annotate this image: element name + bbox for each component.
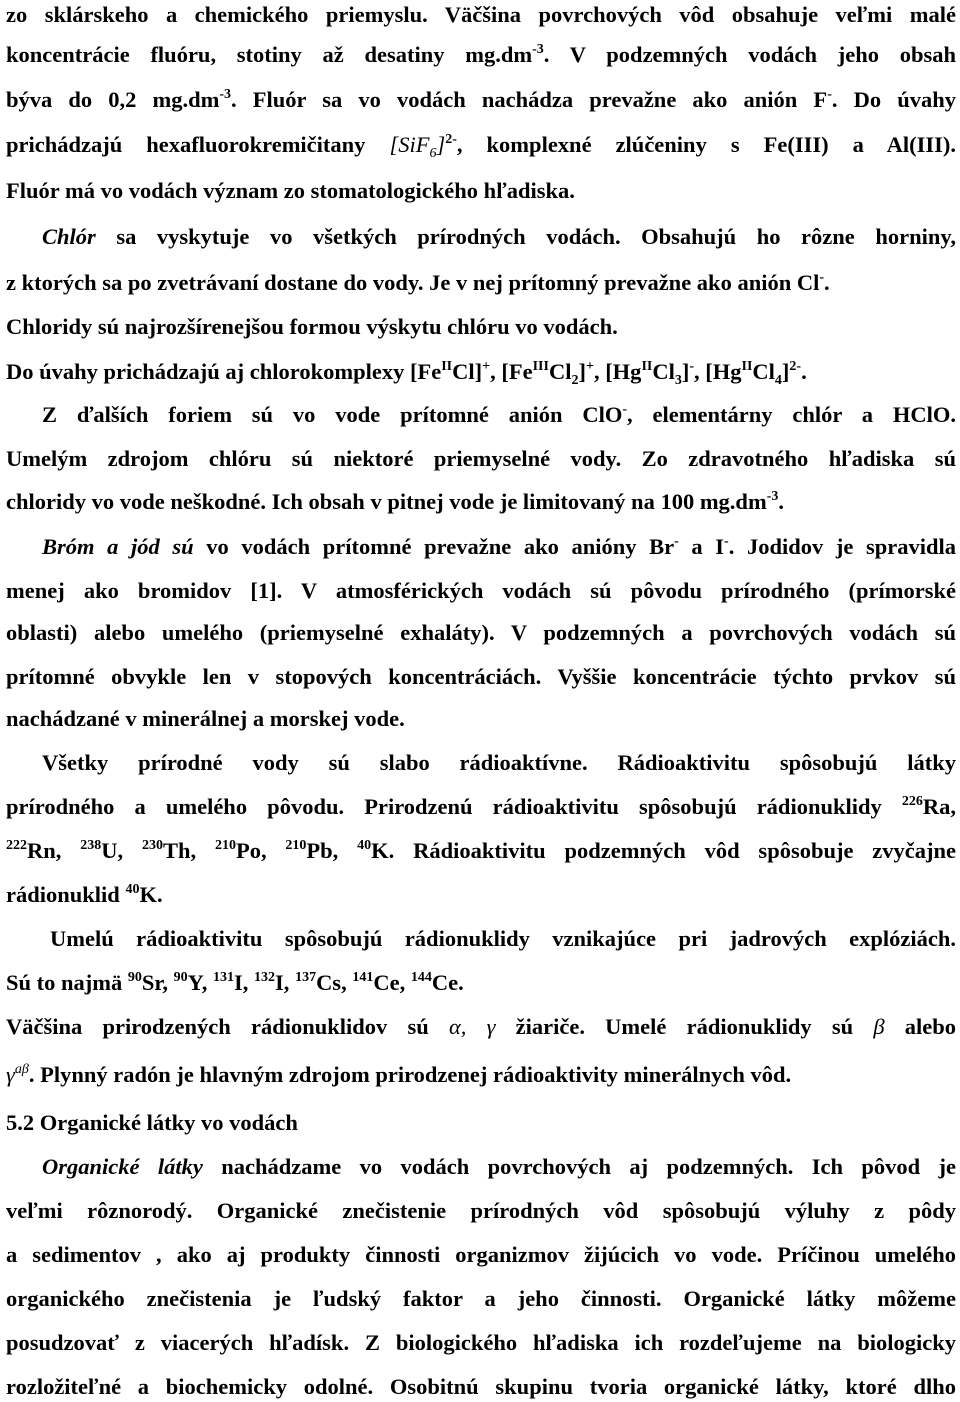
superscript: II <box>741 359 753 374</box>
text-run: . <box>801 359 807 384</box>
text-run: , [Hg <box>593 359 642 384</box>
text-line <box>42 400 956 430</box>
text-line <box>6 618 956 648</box>
text-line <box>6 792 956 822</box>
superscript: II <box>441 359 453 374</box>
text-run: chloridy vo vode neškodné. Ich obsah v pitnej vode je limitovaný na 100 mg.dm <box>6 489 767 514</box>
text-run: rozložiteľné a biochemicky odolné. Osobitnú skupinu tvoria organické látky, ktoré dlho <box>6 1374 956 1399</box>
text-run: I, <box>234 970 255 995</box>
superscript: 137 <box>295 970 317 985</box>
text-run: nachádzané v minerálnej a morskej vode. <box>6 706 405 731</box>
text-line <box>6 1196 956 1226</box>
text-run: nachádzame vo vodách povrchových aj podzemných. Ich pôvod je <box>202 1154 956 1179</box>
text-run: , elementárny chlór a HClO. <box>627 402 956 427</box>
text-run: a sedimentov , ako aj produkty činnosti organizmov žijúcich vo vode. Príčinou umelého <box>6 1242 956 1267</box>
superscript: -3 <box>766 489 779 504</box>
subscript: 4 <box>774 373 782 388</box>
superscript: -3 <box>532 42 544 57</box>
superscript: - <box>819 270 825 285</box>
text-run: Väčšina prirodzených rádionuklidov sú <box>6 1014 449 1039</box>
text-run: Rn, <box>27 838 81 863</box>
superscript: aβ <box>14 1062 29 1077</box>
text-run: z ktorých sa po zvetrávaní dostane do vody. Je v nej prítomný prevažne ako anión Cl <box>6 270 820 295</box>
text-line <box>6 444 956 474</box>
superscript: 141 <box>352 970 374 985</box>
superscript: 90 <box>127 970 142 985</box>
text-line <box>6 576 956 606</box>
text-run: Cl <box>548 359 572 384</box>
text-run: koncentrácie fluóru, stotiny až desatiny mg.dm <box>6 42 533 67</box>
italic-term: Organické látky <box>42 1154 203 1179</box>
text-run: Do úvahy prichádzajú aj chlorokomplexy [Fe <box>6 359 442 384</box>
greek-symbol: γ <box>6 1062 15 1087</box>
text-run: U, <box>101 838 142 863</box>
superscript: 230 <box>141 838 163 853</box>
superscript: - <box>622 402 628 417</box>
text-run: Y, <box>187 970 214 995</box>
text-line <box>50 924 956 954</box>
text-run: Ra, <box>922 794 956 819</box>
text-run: alebo <box>884 1014 956 1039</box>
text-run: prítomné obvykle len v stopových koncentráciách. Vyššie koncentrácie týchto prvkov sú <box>6 664 956 689</box>
text-run: Všetky prírodné vody sú slabo rádioaktívne. Rádioaktivitu spôsobujú látky <box>42 750 956 775</box>
greek-symbols: α, γ <box>448 1014 496 1039</box>
text-line <box>6 1328 956 1358</box>
subscript: 3 <box>674 373 682 388</box>
text-line <box>6 704 956 734</box>
text-run: , [Hg <box>694 359 742 384</box>
text-run: sa vyskytuje vo všetkých prírodných vodách. Obsahujú ho rôzne horniny, <box>95 224 956 249</box>
text-line <box>6 176 956 206</box>
text-run: K. Rádioaktivitu podzemných vôd spôsobuje zvyčajne <box>371 838 957 863</box>
text-line <box>6 357 956 387</box>
text-run: Sú to najmä <box>6 970 128 995</box>
text-run: Th, <box>162 838 215 863</box>
formula-text: [SiF <box>389 132 430 157</box>
text-run: žiariče. Umelé rádionuklidy sú <box>495 1014 874 1039</box>
text-run: . <box>824 270 830 295</box>
superscript: - <box>724 534 729 549</box>
text-run: . V podzemných vodách jeho obsah <box>543 42 957 67</box>
text-run: organického znečistenia je ľudský faktor a jeho činnosti. Organické látky môžeme <box>6 1286 956 1311</box>
text-line <box>6 1284 956 1314</box>
text-line <box>6 880 956 910</box>
subscript: 6 <box>429 146 437 161</box>
text-line <box>6 487 956 517</box>
superscript: 40 <box>357 838 372 853</box>
text-run: prírodného a umelého pôvodu. Prirodzenú rádioaktivitu spôsobujú rádionuklidy <box>6 794 902 819</box>
text-run: oblasti) alebo umelého (priemyselné exhaláty). V podzemných a povrchových vodách sú <box>6 620 956 645</box>
superscript: -3 <box>219 87 232 102</box>
superscript: 132 <box>254 970 276 985</box>
text-line <box>6 268 956 298</box>
text-run: zo sklárskeho a chemického priemyslu. Väčšina povrchových vôd obsahuje veľmi malé <box>6 2 956 27</box>
text-line <box>6 662 956 692</box>
text-run: Umelým zdrojom chlóru sú niektoré priemyselné vody. Zo zdravotného hľadiska sú <box>6 446 956 471</box>
superscript: 131 <box>213 970 235 985</box>
text-run: K. <box>139 882 163 907</box>
text-run: ] <box>578 359 586 384</box>
superscript: 144 <box>410 970 432 985</box>
text-run: ] <box>781 359 790 384</box>
section-heading <box>6 1108 956 1138</box>
text-run: býva do 0,2 mg.dm <box>6 87 220 112</box>
text-line <box>42 532 956 562</box>
heading-text: 5.2 Organické látky vo vodách <box>6 1110 298 1135</box>
text-run: ] <box>681 359 690 384</box>
formula-sif6 <box>389 132 446 161</box>
text-line <box>6 40 956 70</box>
text-run: rádionuklid <box>6 882 126 907</box>
text-run: , [Fe <box>490 359 533 384</box>
text-run: Chloridy sú najrozšírenejšou formou výskytu chlóru vo vodách. <box>6 314 618 339</box>
text-run: , komplexné zlúčeniny s Fe(III) a Al(III). <box>456 132 957 157</box>
text-run: a I <box>678 534 725 559</box>
text-line <box>6 1060 956 1090</box>
text-line <box>42 748 956 778</box>
text-line <box>6 1012 956 1042</box>
text-line <box>6 85 956 115</box>
text-run: . Jodidov je spravidla <box>728 534 956 559</box>
superscript: II <box>641 359 653 374</box>
superscript: - <box>674 534 679 549</box>
superscript: 210 <box>214 838 236 853</box>
text-run: Fluór má vo vodách význam zo stomatologického hľadiska. <box>6 178 575 203</box>
superscript: - <box>827 87 832 102</box>
text-run: vo vodách prítomné prevažne ako anióny Br <box>193 534 675 559</box>
superscript: + <box>482 359 491 374</box>
text-line <box>6 836 956 866</box>
text-run: . <box>778 489 784 514</box>
text-line <box>6 968 956 998</box>
text-run: Cl <box>752 359 775 384</box>
text-run: Cs, <box>316 970 353 995</box>
superscript: 2- <box>789 359 802 374</box>
text-run: . Plynný radón je hlavným zdrojom prirodzenej rádioaktivity minerálnych vôd. <box>28 1062 792 1087</box>
text-run: Cl] <box>452 359 483 384</box>
superscript: + <box>585 359 594 374</box>
text-line <box>42 1152 956 1182</box>
text-line <box>6 1240 956 1270</box>
text-line <box>6 130 956 160</box>
superscript: 2- <box>445 132 457 147</box>
text-run: Ce, <box>373 970 411 995</box>
text-run: . Fluór sa vo vodách nachádza prevažne ako anión F <box>231 87 828 112</box>
italic-term: Bróm a jód sú <box>42 534 194 559</box>
superscript: 40 <box>125 882 140 897</box>
text-run: Ce. <box>431 970 464 995</box>
text-run: . Do úvahy <box>831 87 956 112</box>
superscript: 90 <box>173 970 188 985</box>
text-run: I, <box>275 970 296 995</box>
superscript: 226 <box>901 794 923 809</box>
text-run: Umelú rádioaktivitu spôsobujú rádionuklidy vznikajúce pri jadrových explóziách. <box>50 926 956 951</box>
text-run: veľmi rôznorodý. Organické znečistenie prírodných vôd spôsobujú výluhy z pôdy <box>6 1198 956 1223</box>
text-run: Po, <box>235 838 286 863</box>
greek-symbol: β <box>873 1014 885 1039</box>
superscript: 210 <box>285 838 307 853</box>
subscript: 2 <box>571 373 579 388</box>
formula-text: ] <box>436 132 446 157</box>
text-run: prichádzajú hexafluorokremičitany <box>6 132 366 157</box>
text-run: Z ďalších foriem sú vo vode prítomné anión ClO <box>42 402 623 427</box>
text-run: Pb, <box>306 838 358 863</box>
text-run: menej ako bromidov [1]. V atmosférických vodách sú pôvodu prírodného (prímorské <box>6 578 956 603</box>
text-run: Cl <box>652 359 675 384</box>
text-line <box>6 0 956 30</box>
text-run: posudzovať z viacerých hľadísk. Z biologického hľadiska ich rozdeľujeme na biologicky <box>6 1330 956 1355</box>
superscript: 222 <box>6 838 27 853</box>
superscript: III <box>532 359 549 374</box>
text-line <box>42 222 956 252</box>
text-run: Sr, <box>141 970 174 995</box>
text-line <box>6 312 956 342</box>
italic-term: Chlór <box>42 224 96 249</box>
text-line <box>6 1372 956 1402</box>
superscript: - <box>689 359 695 374</box>
superscript: 238 <box>80 838 102 853</box>
